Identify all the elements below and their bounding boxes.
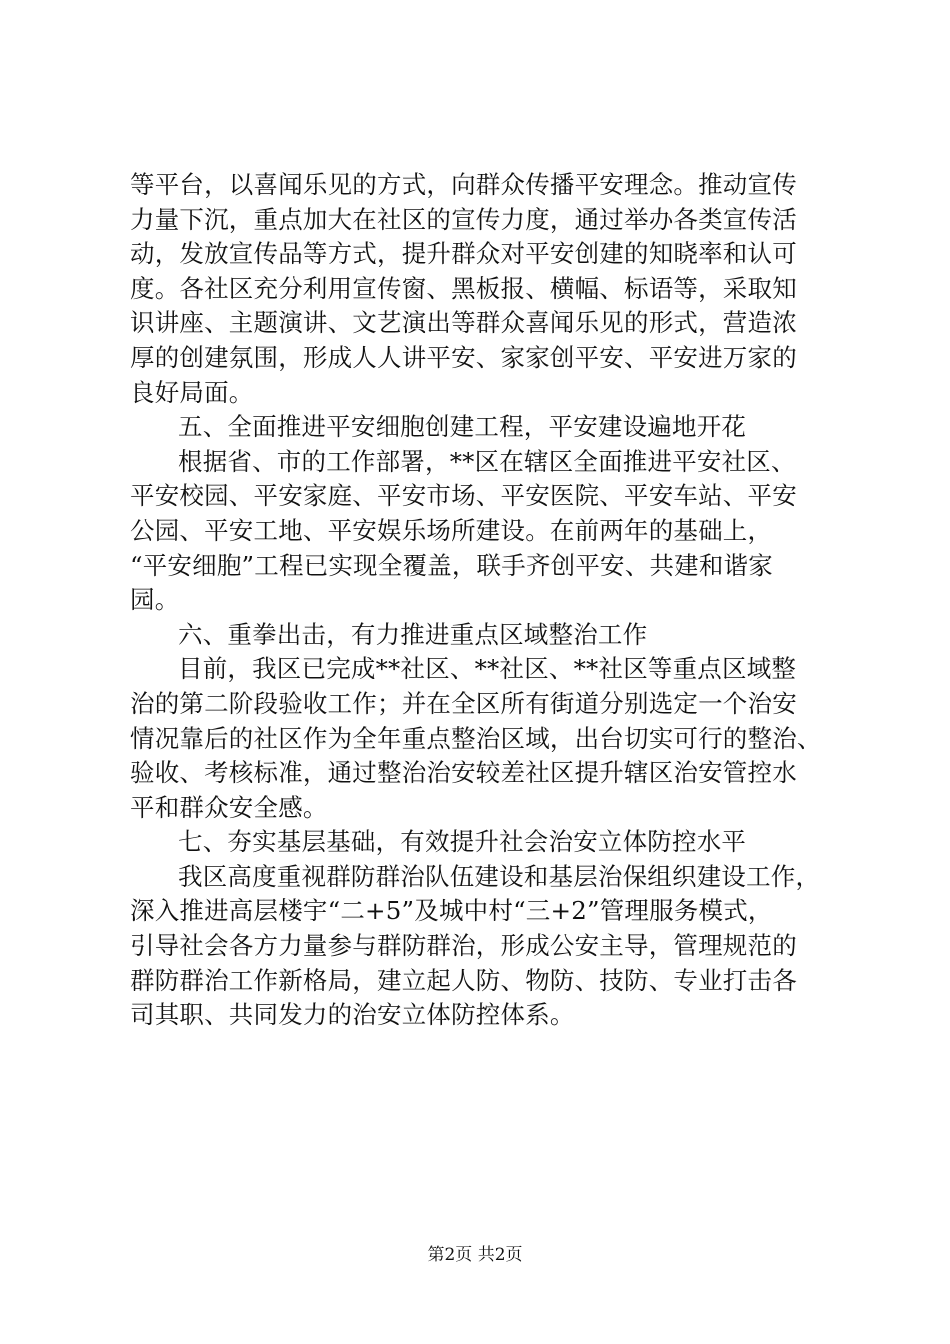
text-line: 治的第二阶段验收工作；并在全区所有街道分别选定一个治安 (130, 688, 797, 718)
text-line: 根据省、市的工作部署，**区在辖区全面推进平安社区、 (178, 446, 796, 476)
text-line: 厚的创建氛围，形成人人讲平安、家家创平安、平安进万家的 (130, 342, 797, 372)
text-line: 深入推进高层楼宇“二+5”及城中村“三+2”管理服务模式， (130, 896, 773, 926)
text-line: 识讲座、主题演讲、文艺演出等群众喜闻乐见的形式，营造浓 (130, 308, 797, 338)
text-line: 六、重拳出击，有力推进重点区域整治工作 (178, 619, 648, 649)
text-line: 验收、考核标准，通过整治治安较差社区提升辖区治安管控水 (130, 758, 797, 788)
text-line: 公园、平安工地、平安娱乐场所建设。在前两年的基础上， (130, 515, 773, 545)
text-line: 平和群众安全感。 (130, 792, 328, 822)
text-line: 情况靠后的社区作为全年重点整治区域，出台切实可行的整治、 (130, 723, 822, 753)
document-body (130, 168, 845, 1033)
page-footer (0, 1244, 950, 1266)
text-line: 力量下沉，重点加大在社区的宣传力度，通过举办各类宣传活 (130, 204, 797, 234)
text-line: 动，发放宣传品等方式，提升群众对平安创建的知晓率和认可 (130, 239, 797, 269)
text-line: 司其职、共同发力的治安立体防控体系。 (130, 1000, 575, 1030)
text-line: 五、全面推进平安细胞创建工程，平安建设遍地开花 (178, 412, 747, 442)
text-line: 我区高度重视群防群治队伍建设和基层治保组织建设工作， (178, 861, 821, 891)
text-line: 群防群治工作新格局，建立起人防、物防、技防、专业打击各 (130, 965, 797, 995)
text-line: 引导社会各方力量参与群防群治，形成公安主导，管理规范的 (130, 931, 797, 961)
text-line: 良好局面。 (130, 377, 254, 407)
text-line: 等平台，以喜闻乐见的方式，向群众传播平安理念。推动宣传 (130, 170, 797, 199)
page-number: 第2页 共2页 (427, 1245, 523, 1265)
text-line: 园。 (130, 585, 180, 615)
text-line: 平安校园、平安家庭、平安市场、平安医院、平安车站、平安 (130, 481, 797, 511)
text-line: 目前，我区已完成**社区、**社区、**社区等重点区域整 (178, 654, 797, 684)
text-line: 度。各社区充分利用宣传窗、黑板报、横幅、标语等，采取知 (130, 273, 797, 303)
text-line: 七、夯实基层基础，有效提升社会治安立体防控水平 (178, 827, 747, 857)
text-line: “平安细胞”工程已实现全覆盖，联手齐创平安、共建和谐家 (130, 550, 773, 580)
